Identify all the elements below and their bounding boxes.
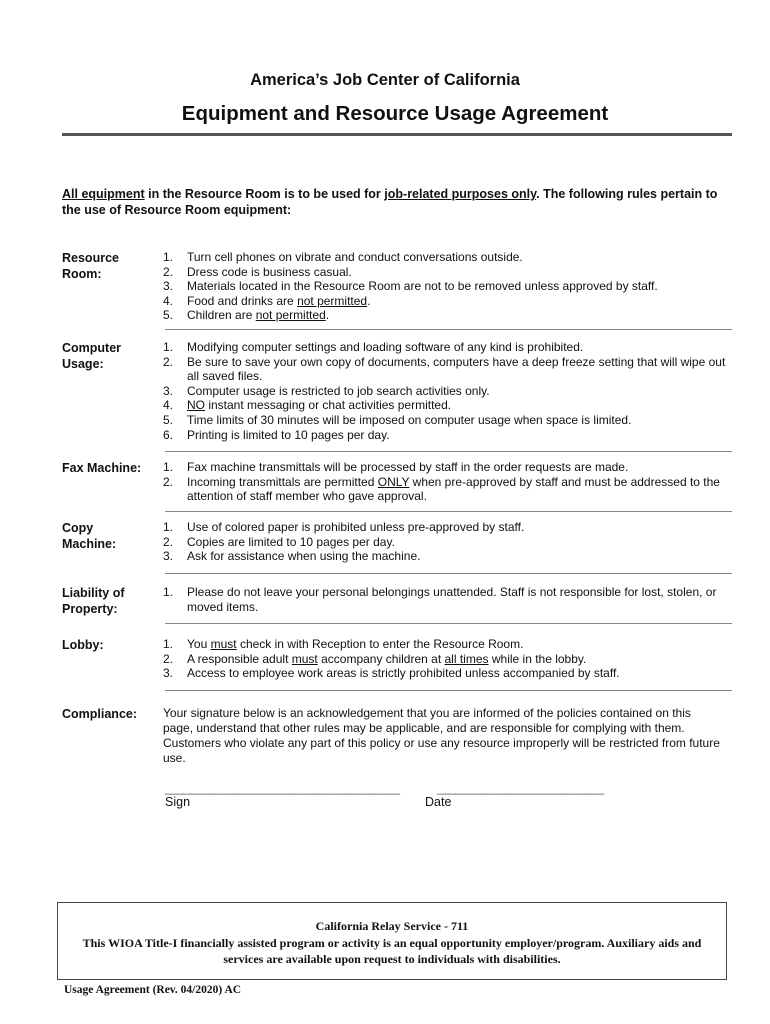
item-text: Modifying computer settings and loading software of any kind is prohibited.	[187, 340, 584, 354]
item-number: 3.	[163, 279, 174, 294]
document-title: Equipment and Resource Usage Agreement	[181, 102, 609, 125]
section-label: Copy Machine:	[62, 521, 117, 551]
list-item	[163, 585, 732, 614]
item-text: Computer usage is restricted to job search activities only.	[187, 383, 490, 398]
item-number: 5.	[163, 412, 174, 427]
list-item	[163, 308, 732, 323]
section-label: Lobby:	[62, 638, 104, 652]
item-number: 1.	[163, 250, 174, 264]
item-number: 3.	[163, 666, 174, 681]
item-text: Be sure to save your own copy of documents, computers have a deep freeze setting that will wipe out all saved files.	[187, 354, 726, 384]
item-text: instant messaging or chat activities permitted.	[205, 398, 452, 413]
item-text: Copies are limited to 10 pages per day.	[187, 534, 395, 549]
item-text: check in with Reception to enter the Resource Room.	[236, 637, 524, 651]
list-item	[163, 428, 732, 443]
date-label: Date	[425, 795, 452, 809]
item-number: 6.	[163, 427, 174, 442]
rules-list	[163, 520, 732, 564]
list-item	[163, 294, 732, 309]
intro-all-equipment: All equipment	[62, 187, 145, 201]
intro-paragraph	[62, 186, 734, 218]
list-item	[163, 637, 732, 652]
intro-text-1: in the Resource Room is to be used for	[144, 187, 385, 201]
section-divider	[165, 690, 732, 691]
item-number: 4.	[163, 293, 174, 308]
list-item	[163, 475, 732, 504]
rules-list	[163, 637, 732, 681]
item-text: Incoming transmittals are permitted	[187, 474, 378, 489]
item-text: Food and drinks are	[187, 293, 298, 308]
item-number: 1.	[163, 585, 174, 599]
item-text: .	[367, 293, 371, 308]
title-divider	[62, 133, 732, 136]
item-text: Time limits of 30 minutes will be imposed on computer usage when space is limited.	[187, 412, 632, 427]
revision-note: Usage Agreement (Rev. 04/2020) AC	[64, 984, 242, 996]
list-item	[163, 250, 732, 265]
emphasis-must: must	[210, 637, 237, 651]
list-item	[163, 520, 732, 535]
emphasis-not-permitted: not permitted	[297, 293, 368, 308]
item-text: while in the lobby.	[488, 651, 587, 666]
item-number: 2.	[163, 651, 174, 666]
rules-list	[163, 250, 732, 323]
section-divider	[165, 623, 732, 624]
list-item	[163, 413, 732, 428]
date-line[interactable]: ___________________________	[437, 781, 604, 795]
emphasis-not-permitted: not permitted	[255, 308, 326, 323]
list-item	[163, 355, 732, 384]
item-number: 4.	[163, 398, 174, 413]
item-text: .	[325, 308, 330, 323]
item-text: A responsible adult	[187, 651, 292, 666]
item-text: Turn cell phones on vibrate and conduct conversations outside.	[187, 250, 523, 264]
item-number: 2.	[163, 474, 174, 489]
list-item	[163, 549, 732, 564]
item-number: 2.	[163, 264, 174, 279]
item-text: Children are	[187, 308, 256, 323]
section-label: Resource Room:	[62, 251, 119, 281]
item-text: Use of colored paper is prohibited unless pre-approved by staff.	[187, 520, 525, 534]
section-label: Compliance:	[62, 707, 138, 721]
section-label: Fax Machine:	[62, 461, 142, 475]
eeo-notice: This WIOA Title-I financially assisted program or activity is an equal opportunity employer/program. Auxiliary aids and services are available upon request to individuals with disabilities.	[82, 936, 702, 966]
item-text: Please do not leave your personal belongings unattended. Staff is not responsible for lost, stolen, or moved items.	[187, 585, 717, 614]
section-divider	[165, 329, 732, 330]
intro-text-2: . The following rules pertain to the use of Resource Room equipment:	[62, 187, 718, 217]
item-text: Printing is limited to 10 pages per day.	[187, 427, 390, 442]
rules-list	[163, 460, 732, 504]
section-divider	[165, 573, 732, 574]
item-number: 5.	[163, 308, 174, 323]
section-divider	[165, 511, 732, 512]
item-number: 1.	[163, 637, 174, 651]
intro-job-related: job-related purposes only	[384, 187, 537, 201]
list-item	[163, 265, 732, 280]
item-text: Fax machine transmittals will be processed by staff in the order requests are made.	[187, 460, 629, 474]
sign-label: Sign	[165, 795, 191, 809]
item-text: You	[187, 637, 211, 651]
rules-list	[163, 340, 732, 442]
section-label: Liability of Property:	[62, 586, 125, 616]
item-text: Dress code is business casual.	[187, 264, 352, 279]
item-number: 1.	[163, 520, 174, 534]
section-divider	[165, 451, 732, 452]
list-item	[163, 535, 732, 550]
emphasis-all-times: all times	[444, 651, 489, 666]
item-number: 1.	[163, 340, 174, 354]
list-item	[163, 460, 732, 475]
list-item	[163, 279, 732, 294]
item-text: accompany children at	[317, 651, 445, 666]
org-title: America’s Job Center of California	[250, 71, 520, 89]
emphasis-no: NO	[187, 398, 205, 413]
item-number: 3.	[163, 383, 174, 398]
compliance-text: Your signature below is an acknowledgement that you are informed of the policies contained on this page, understand that other rules may be applicable, and are responsible for complying with them. Customers who violate any part of this policy or use any resource improperly will be restricted from future use.	[163, 706, 720, 765]
relay-service: California Relay Service - 711	[315, 919, 469, 933]
footer-notice-box	[57, 902, 727, 980]
list-item	[163, 666, 732, 681]
item-number: 2.	[163, 354, 174, 369]
section-label: Computer Usage:	[62, 341, 122, 371]
item-text: Access to employee work areas is strictly prohibited unless accompanied by staff.	[187, 666, 620, 681]
item-number: 1.	[163, 460, 174, 474]
list-item	[163, 340, 732, 355]
sign-line[interactable]: ______________________________________	[165, 781, 400, 795]
list-item	[163, 398, 732, 413]
item-text: Ask for assistance when using the machine.	[187, 549, 421, 564]
item-text: when pre-approved by staff and must be addressed to the attention of staff member who gave approval.	[187, 474, 720, 504]
emphasis-must: must	[291, 651, 318, 666]
item-number: 2.	[163, 534, 174, 549]
list-item	[163, 384, 732, 399]
list-item	[163, 652, 732, 667]
rules-list	[163, 585, 732, 614]
emphasis-only: ONLY	[377, 474, 410, 489]
item-number: 3.	[163, 549, 174, 564]
item-text: Materials located in the Resource Room are not to be removed unless approved by staff.	[187, 279, 658, 294]
